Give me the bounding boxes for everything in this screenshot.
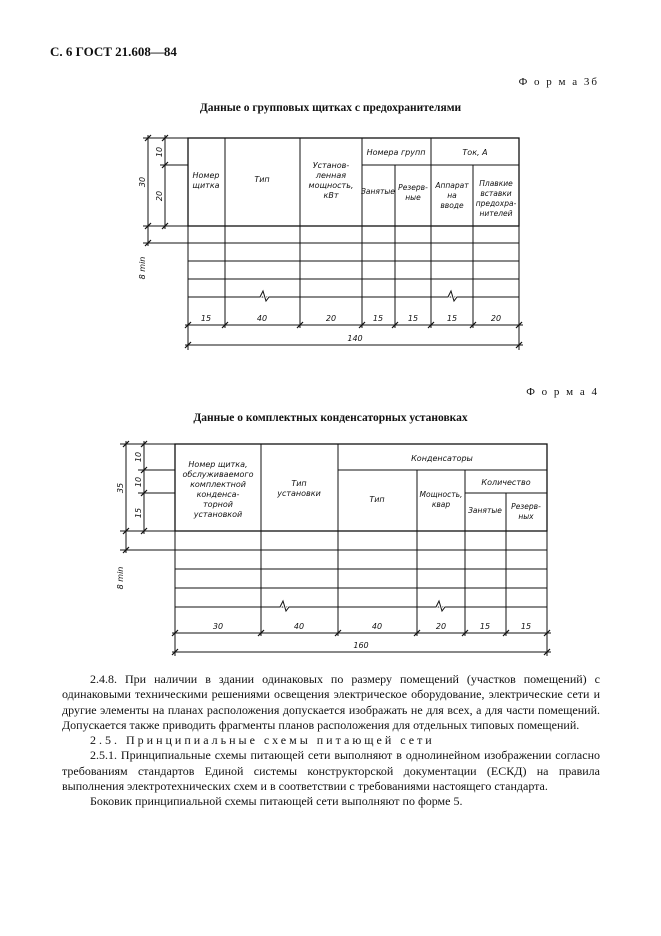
t2-dim-h15: 15 [134,507,143,519]
t1-dim-total: 140 [347,334,363,343]
t2-hdr-panel-4: конденса- [196,490,240,499]
t1-hdr-fuse-2: вставки [480,189,512,198]
t2-hdr-reserve-2: ных [518,512,534,521]
page-header: С. 6 ГОСТ 21.608—84 [50,44,177,59]
t1-hdr-power-2: ленная [315,171,347,180]
t1-hdr-occupied: Занятые [361,187,395,196]
t1-hdr-fuse-3: предохра- [475,199,517,208]
t2-dim-h10a: 10 [134,451,143,463]
t1-dim-w7: 20 [490,314,502,323]
t2-hdr-capacitors: Конденсаторы [411,454,473,463]
t1-hdr-fuse-4: нителей [479,209,513,218]
t2-dim-w1: 30 [212,622,224,631]
forma-3b-label: Ф о р м а 3б [518,76,599,88]
t2-hdr-panel-1: Номер щитка, [188,460,248,469]
t2-hdr-quantity: Количество [481,478,531,487]
t1-dim-w4: 15 [372,314,384,323]
t1-dim-w1: 15 [200,314,212,323]
table-1-title: Данные о групповых щитках с предохранителями [199,102,462,114]
t2-dim-h35: 35 [116,482,125,494]
t1-hdr-current: Ток, А [462,148,488,157]
t1-dim-rows: 8 min [138,256,147,280]
t2-hdr-type: Тип [369,495,385,504]
table-2-title: Данные о комплектных конденсаторных установках [193,412,468,424]
t1-hdr-power-4: кВт [323,191,339,200]
t1-hdr-group-numbers: Номера групп [366,148,426,157]
table-1-drawing [0,0,661,380]
t2-dim-w5: 15 [479,622,491,631]
t2-hdr-power-2: квар [431,500,451,509]
t1-hdr-input-1: Аппарат [435,181,469,190]
t1-hdr-reserve-1: Резерв- [398,183,428,192]
section-heading-2-5: 2.5. Принципиальные схемы питающей сети [90,733,435,748]
t2-hdr-panel-6: установкой [193,510,243,519]
t1-hdr-power-1: Установ- [312,161,350,170]
t1-dim-w3: 20 [325,314,337,323]
body-text [62,672,600,810]
t1-hdr-panel-no-1: Номер [192,171,220,180]
t2-hdr-power-1: Мощность, [419,490,463,499]
t2-dim-h10b: 10 [134,476,143,488]
t1-dim-w5: 15 [407,314,419,323]
t2-hdr-panel-2: обслуживаемого [182,470,254,479]
paragraph-2-5-1: 2.5.1. Принципиальные схемы питающей сети выполняют в однолинейном изображении согласно требованиям стандартов Единой системы конструкторской документации (ЕСКД) на правила выполнения электротехнических схем и в соответствии с требованиями настоящего стандарта. [62,748,600,794]
t1-dim-h10: 10 [155,146,164,158]
t1-hdr-fuse-1: Плавкие [479,179,513,188]
t1-hdr-input-2: на [447,191,457,200]
table-2-drawing [0,430,661,660]
t1-dim-w2: 40 [256,314,268,323]
t2-hdr-panel-5: торной [203,500,233,509]
t2-dim-w6: 15 [520,622,532,631]
t1-dim-w6: 15 [446,314,458,323]
t2-hdr-occupied: Занятые [468,506,502,515]
t1-hdr-input-3: вводе [440,201,464,210]
t1-hdr-type: Тип [254,175,270,184]
t2-hdr-reserve-1: Резерв- [511,502,541,511]
t1-dim-h30: 30 [138,176,147,188]
t2-dim-w2: 40 [293,622,305,631]
t2-hdr-install-type-1: Тип [291,479,307,488]
t2-hdr-panel-3: комплектной [190,480,246,489]
t2-dim-w4: 20 [435,622,447,631]
t1-dim-h20: 20 [155,190,164,202]
t2-hdr-install-type-2: установки [277,489,321,498]
forma-4-label: Ф о р м а 4 [526,386,599,398]
paragraph-2-4-8: 2.4.8. При наличии в здании одинаковых по размеру помещений (участков помещений) с одинаковыми техническими решениями освещения электрическое оборудование, электрические сети и другие элементы на планах расположения допускается изображать не для всех, а для части помещений. Допускается также приводить фрагменты планов расположения для отдельных типовых помещений. [62,672,600,732]
t1-hdr-reserve-2: ные [405,193,421,202]
t2-dim-rows: 8 min [116,566,125,590]
t2-dim-total: 160 [353,641,369,650]
paragraph-form-5: Боковик принципиальной схемы питающей сети выполняют по форме 5. [90,794,463,809]
t2-dim-w3: 40 [371,622,383,631]
t1-hdr-power-3: мощность, [308,181,354,190]
t1-hdr-panel-no-2: щитка [192,181,220,190]
